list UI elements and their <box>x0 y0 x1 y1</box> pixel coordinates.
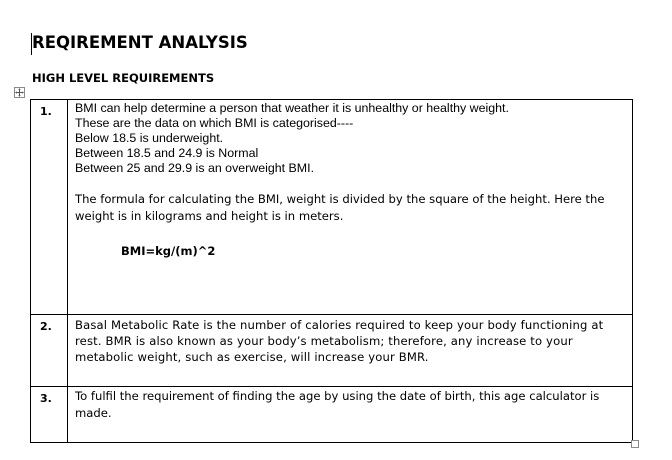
bmi-formula-paragraph: The formula for calculating the BMI, weight is divided by the square of the height. Here the weight is in kilograms and height is in meters. <box>75 192 605 223</box>
row-number: 1. <box>31 100 68 315</box>
bmi-overweight-line: Between 25 and 29.9 is an overweight BMI. <box>75 161 315 175</box>
bmi-underweight-line: Below 18.5 is underweight. <box>75 131 224 145</box>
age-calculator-paragraph: To fulfil the requirement of finding the age by using the date of birth, this age calculator is made. <box>75 389 600 420</box>
table-row <box>31 315 633 387</box>
bmi-intro-line: BMI can help determine a person that weather it is unhealthy or healthy weight. <box>75 101 509 115</box>
table-resize-handle[interactable] <box>631 440 639 448</box>
bmr-paragraph: Basal Metabolic Rate is the number of calories required to keep your body functioning at rest. BMR is also known as your body’s metabolism; therefore, any increase to your metabolic weight, such as exercise, will increase your BMR. <box>75 318 604 364</box>
requirement-cell[interactable] <box>68 387 633 443</box>
table-move-handle-icon[interactable] <box>14 87 25 98</box>
bmi-formula: BMI=kg/(m)^2 <box>121 244 216 258</box>
table-row <box>31 100 633 315</box>
row-number: 3. <box>31 387 68 443</box>
requirement-cell[interactable] <box>68 100 633 315</box>
bmi-normal-line: Between 18.5 and 24.9 is Normal <box>75 146 259 160</box>
bmi-categories-line: These are the data on which BMI is categorised---- <box>75 116 354 130</box>
document-title: REQIREMENT ANALYSIS <box>32 33 248 52</box>
requirements-table <box>30 99 633 443</box>
row-number: 2. <box>31 315 68 387</box>
requirement-cell[interactable] <box>68 315 633 387</box>
section-heading: HIGH LEVEL REQUIREMENTS <box>32 71 215 85</box>
table-row <box>31 387 633 443</box>
blank-line <box>75 176 628 191</box>
